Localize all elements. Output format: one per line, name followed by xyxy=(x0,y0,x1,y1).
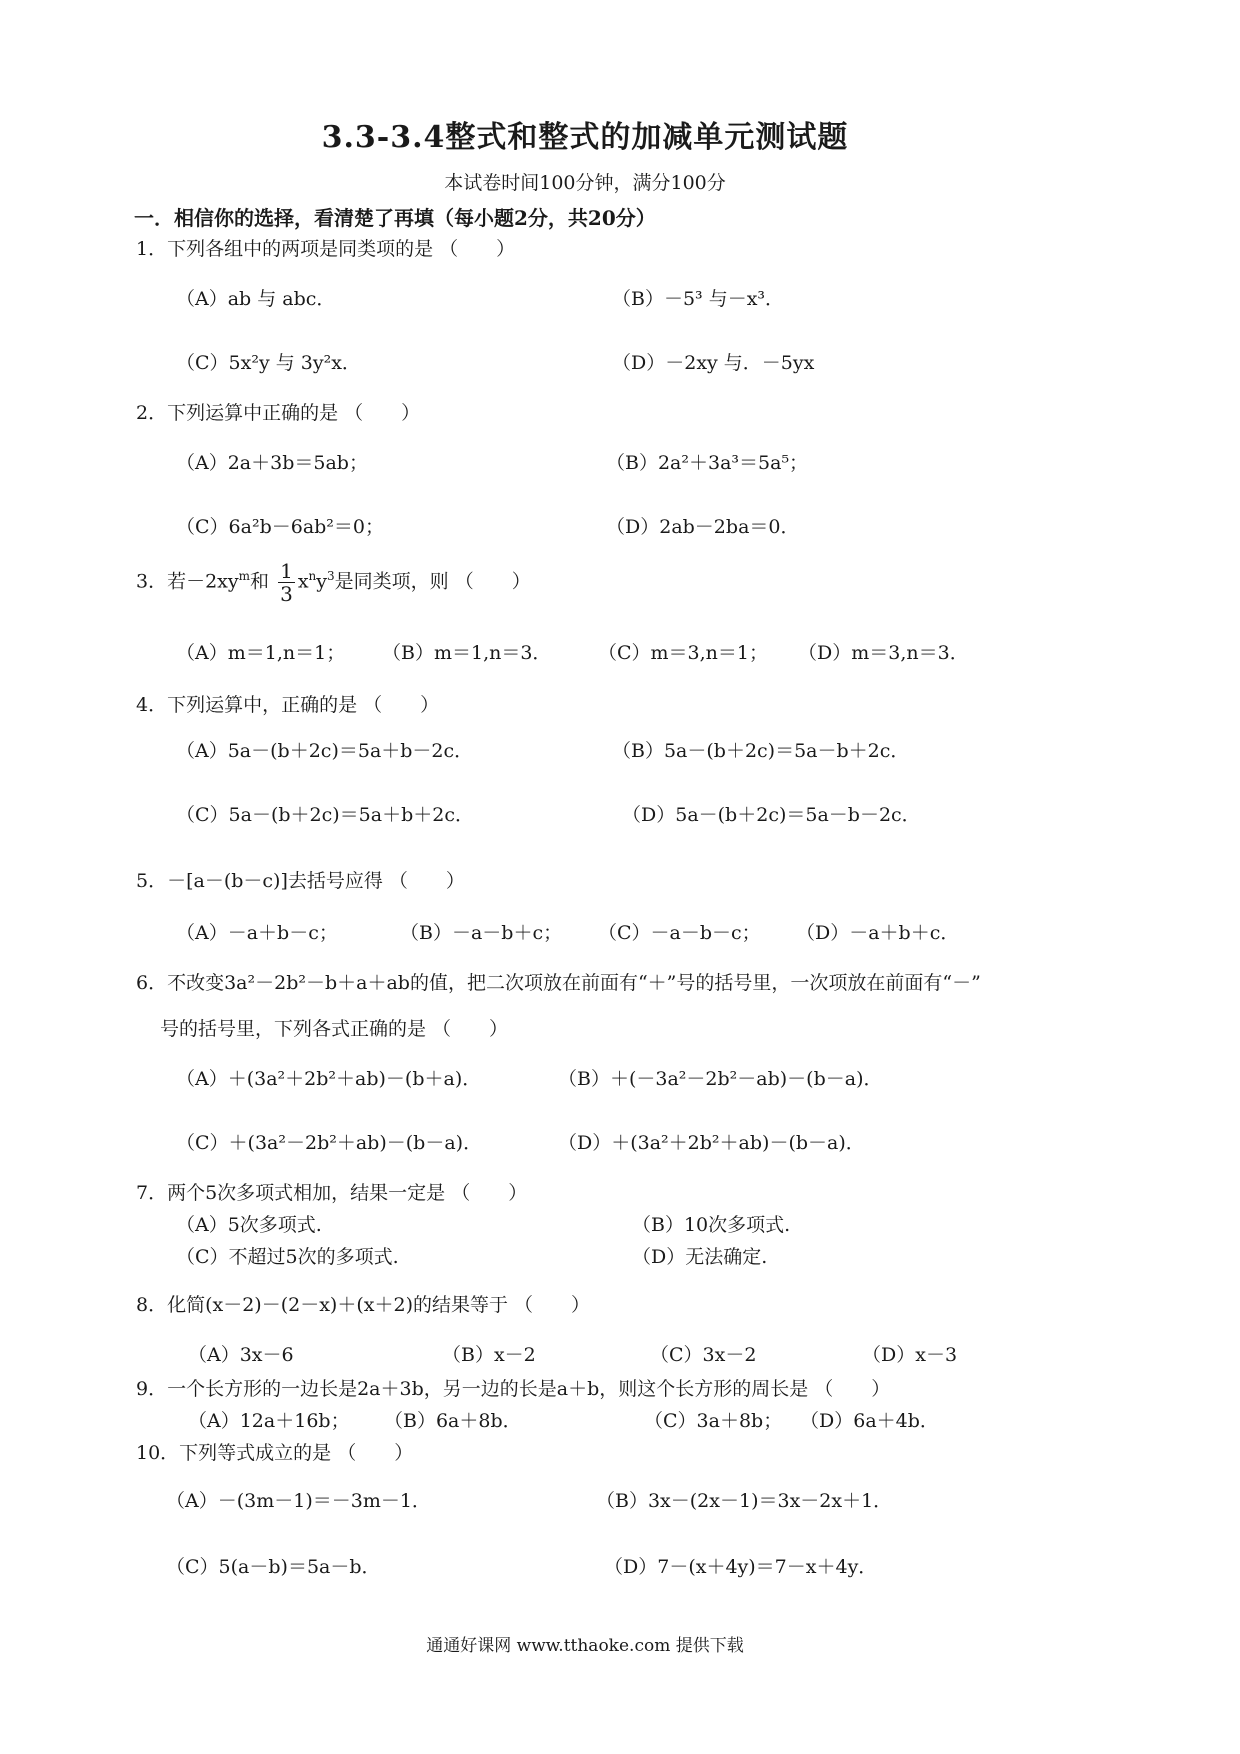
question-3-stem xyxy=(136,560,531,605)
question-9-option-a: （A）12a＋16b； xyxy=(188,1410,350,1432)
question-10-option-b: （B）3x－(2x－1)＝3x－2x＋1． xyxy=(596,1490,893,1512)
question-8-option-b: （B）x－2 xyxy=(442,1344,536,1366)
page-title: 3.3-3.4整式和整式的加减单元测试题 xyxy=(321,120,849,155)
question-1-option-a: （A）ab 与 abc． xyxy=(176,288,336,310)
question-2-stem: 2．下列运算中正确的是 （ ） xyxy=(136,402,421,424)
fraction-numerator: 1 xyxy=(280,559,293,583)
question-9-option-b: （B）6a＋8b． xyxy=(384,1410,522,1432)
question-4-stem: 4．下列运算中，正确的是 （ ） xyxy=(136,694,440,716)
question-5-stem: 5．－[a－(b－c)]去括号应得 （ ） xyxy=(136,870,465,892)
question-3-option-b: （B）m＝1,n＝3． xyxy=(382,642,552,664)
question-6-option-d: （D）＋(3a²＋2b²＋ab)－(b－a)． xyxy=(558,1132,865,1154)
question-1-option-b: （B）－5³ 与－x³． xyxy=(612,288,785,310)
question-6-stem-line-2: 号的括号里，下列各式正确的是 （ ） xyxy=(160,1018,509,1040)
exam-info: 本试卷时间100分钟，满分100分 xyxy=(444,172,726,194)
question-9-option-c: （C）3a＋8b； xyxy=(644,1410,783,1432)
footer-download-notice: 通通好课网 www.tthaoke.com 提供下载 xyxy=(426,1636,744,1656)
question-8-option-c: （C）3x－2 xyxy=(650,1344,757,1366)
question-4-option-b: （B）5a－(b＋2c)＝5a－b＋2c． xyxy=(612,740,910,762)
question-4-option-c: （C）5a－(b＋2c)＝5a＋b＋2c． xyxy=(176,804,474,826)
question-6-option-c: （C）＋(3a²－2b²＋ab)－(b－a)． xyxy=(176,1132,483,1154)
question-3-option-a: （A）m＝1,n＝1； xyxy=(176,642,346,664)
question-4-option-a: （A）5a－(b＋2c)＝5a＋b－2c． xyxy=(176,740,474,762)
question-10-option-a: （A）－(3m－1)＝－3m－1． xyxy=(166,1490,431,1512)
question-8-option-d: （D）x－3 xyxy=(862,1344,958,1366)
question-2-option-d: （D）2ab－2ba＝0． xyxy=(606,516,800,538)
question-1-stem: 1．下列各组中的两项是同类项的是 （ ） xyxy=(136,238,516,260)
question-2-option-b: （B）2a²＋3a³＝5a⁵； xyxy=(606,452,809,474)
question-10-stem: 10．下列等式成立的是 （ ） xyxy=(136,1442,414,1464)
fraction-one-third xyxy=(278,560,295,605)
question-2-option-a: （A）2a＋3b＝5ab； xyxy=(176,452,368,474)
question-4-option-d: （D）5a－(b＋2c)＝5a－b－2c． xyxy=(622,804,921,826)
question-5-option-d: （D）－a＋b＋c． xyxy=(796,922,960,944)
question-3-option-d: （D）m＝3,n＝3． xyxy=(798,642,969,664)
question-3-stem-prefix: 3．若－2xy xyxy=(136,570,239,593)
section-heading: 一．相信你的选择，看清楚了再填（每小题2分，共20分） xyxy=(134,206,656,230)
question-3-stem-suffix: 是同类项，则 （ ） xyxy=(334,570,531,593)
question-5-option-b: （B）－a－b＋c； xyxy=(400,922,563,944)
question-7-option-b: （B）10次多项式. xyxy=(632,1214,791,1236)
question-6-option-b: （B）＋(－3a²－2b²－ab)－(b－a)． xyxy=(558,1068,883,1090)
exponent-m: m xyxy=(238,569,251,584)
var-x: x xyxy=(297,570,309,593)
fraction-denominator: 3 xyxy=(280,582,293,606)
question-2-option-c: （C）6a²b－6ab²＝0； xyxy=(176,516,385,538)
question-9-option-d: （D）6a＋4b． xyxy=(800,1410,939,1432)
question-1-option-d: （D）－2xy 与．－5yx xyxy=(612,352,815,374)
question-8-option-a: （A）3x－6 xyxy=(188,1344,294,1366)
question-10-option-d: （D）7－(x＋4y)＝7－x＋4y． xyxy=(604,1556,878,1578)
question-3-stem-and: 和 xyxy=(250,570,270,593)
question-1-option-c: （C）5x²y 与 3y²x． xyxy=(176,352,361,374)
question-5-option-c: （C）－a－b－c； xyxy=(598,922,761,944)
question-8-stem: 8．化简(x－2)－(2－x)＋(x＋2)的结果等于 （ ） xyxy=(136,1294,591,1316)
var-y: y xyxy=(316,570,328,593)
question-9-stem: 9．一个长方形的一边长是2a＋3b，另一边的长是a＋b，则这个长方形的周长是 （ ） xyxy=(136,1378,891,1400)
question-7-stem: 7．两个5次多项式相加，结果一定是 （ ） xyxy=(136,1182,528,1204)
question-6-stem: 6．不改变3a²－2b²－b＋a＋ab的值，把二次项放在前面有“＋”号的括号里，一次项放在前面有“－” xyxy=(136,972,981,994)
question-5-option-a: （A）－a＋b－c； xyxy=(176,922,338,944)
question-7-option-d: （D）无法确定. xyxy=(632,1246,768,1268)
question-7-option-c: （C）不超过5次的多项式. xyxy=(176,1246,399,1268)
question-10-option-c: （C）5(a－b)＝5a－b． xyxy=(166,1556,381,1578)
exponent-n: n xyxy=(308,569,317,584)
question-7-option-a: （A）5次多项式. xyxy=(176,1214,322,1236)
question-3-option-c: （C）m＝3,n＝1； xyxy=(598,642,769,664)
exponent-3: 3 xyxy=(327,569,335,584)
question-6-option-a: （A）＋(3a²＋2b²＋ab)－(b＋a)． xyxy=(176,1068,482,1090)
